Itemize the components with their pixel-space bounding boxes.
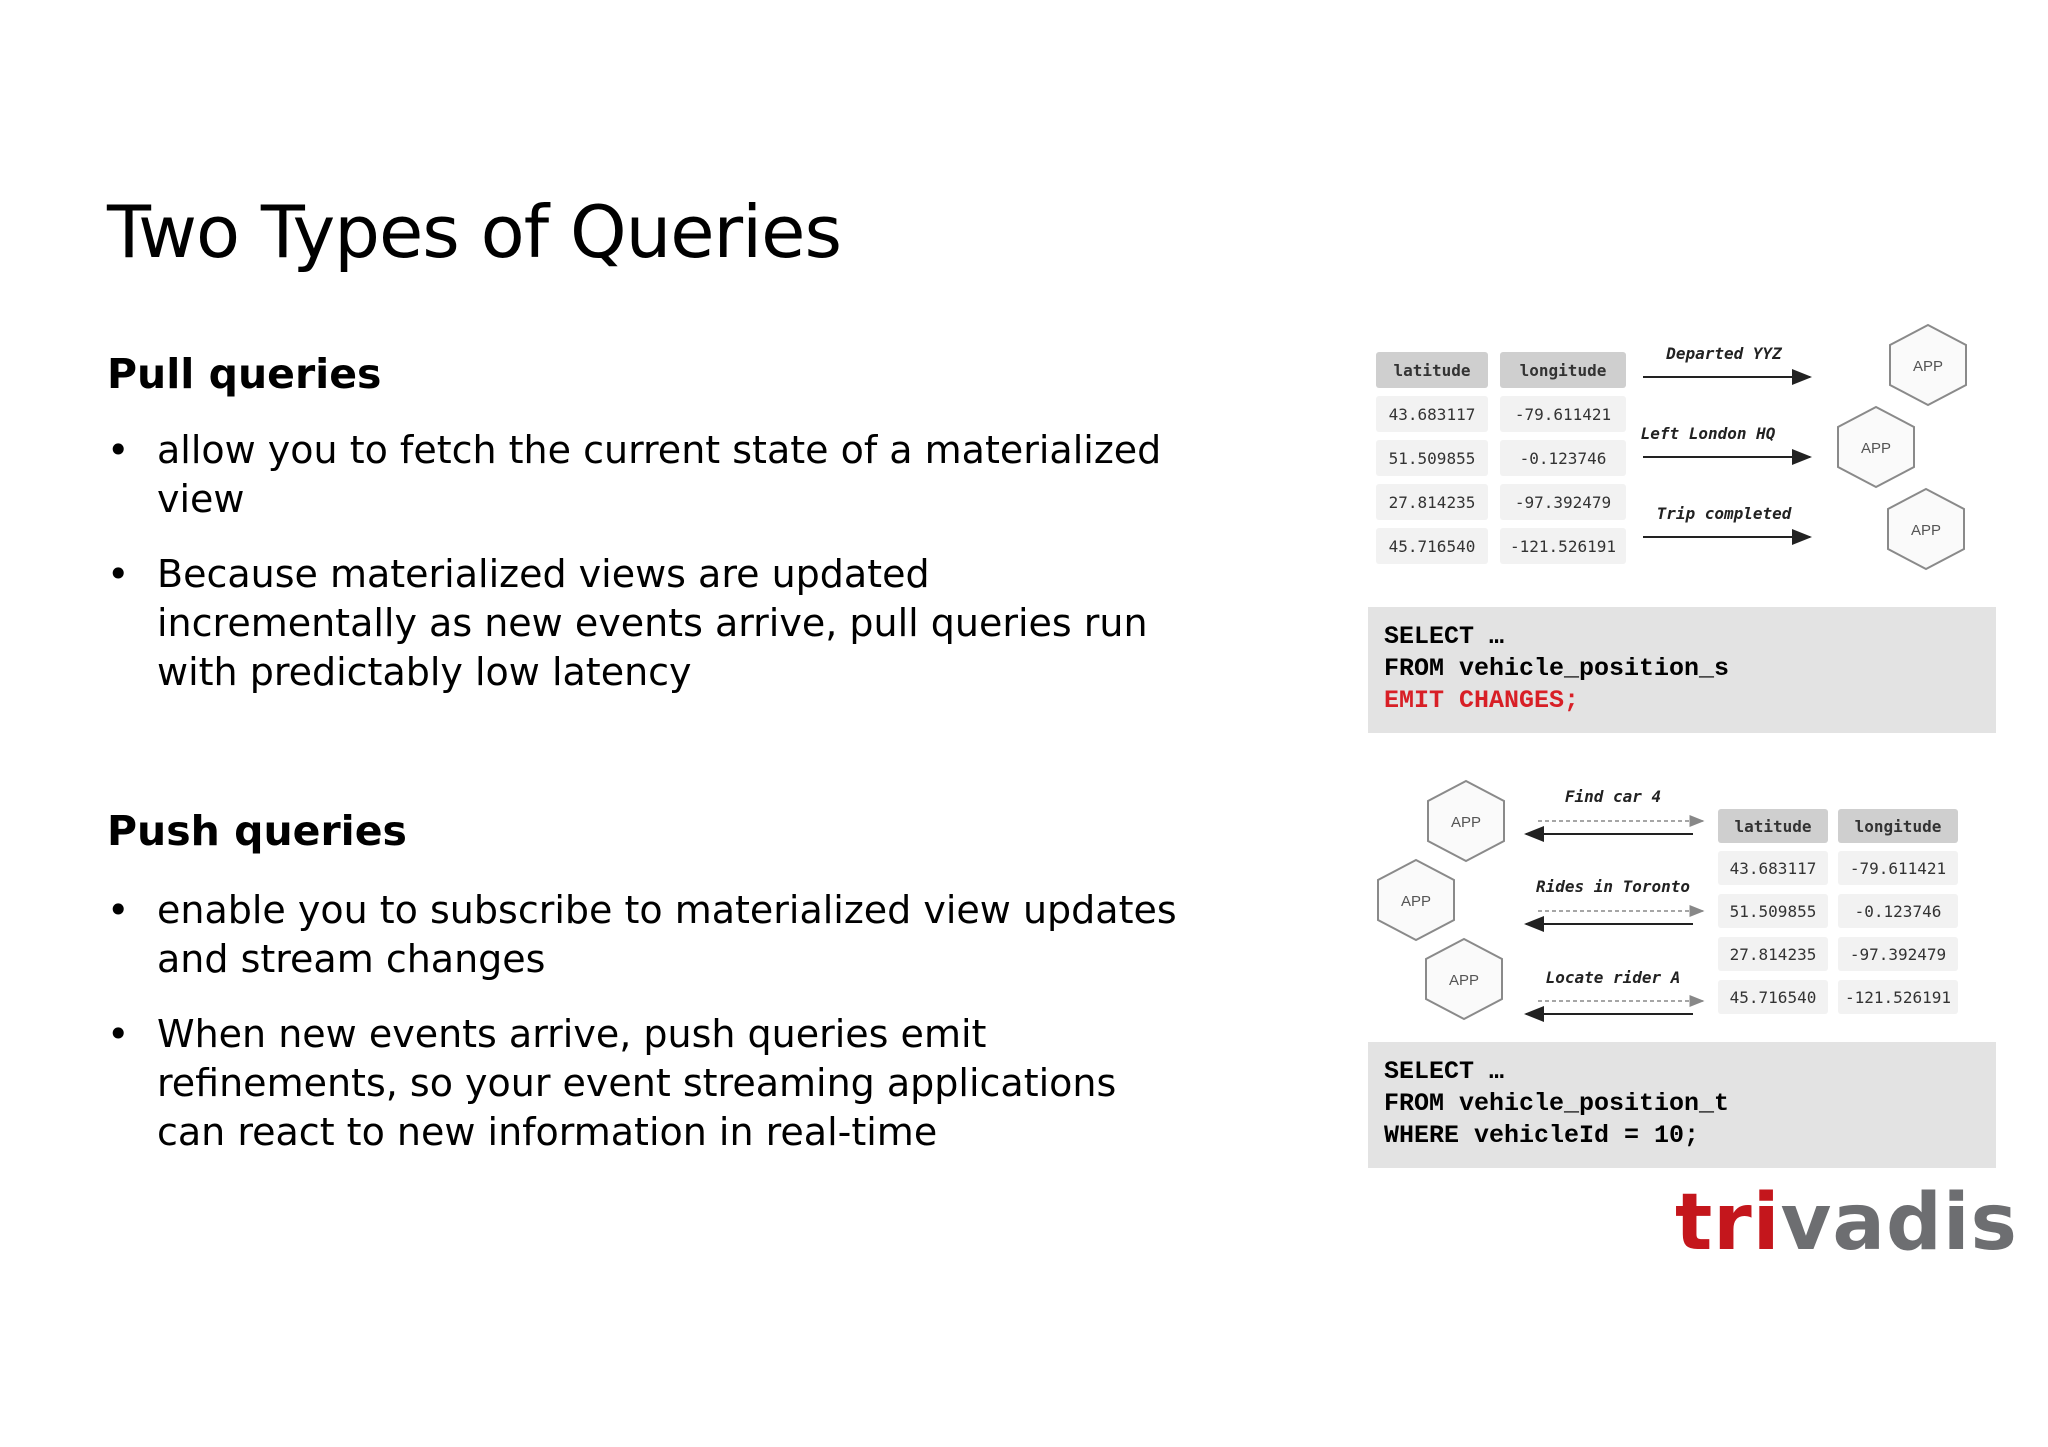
list-item: • When new events arrive, push queries emit refinements, so your event streaming applications can react to new information in real-time — [107, 1012, 1117, 1154]
push-code-block — [1368, 1042, 1996, 1168]
longitude-value: -97.392479 — [1849, 945, 1947, 964]
pull-diagram-svg — [1368, 320, 1996, 605]
longitude-value: -121.526191 — [1510, 537, 1616, 556]
pull-code-block — [1368, 607, 1996, 733]
bullet-text: allow you to fetch the current state of a materialized view — [157, 428, 1162, 521]
push-queries-list — [107, 886, 1187, 1183]
latitude-value: 51.509855 — [1729, 902, 1817, 921]
app-label: APP — [1450, 814, 1482, 831]
code-line: FROM vehicle_position_s — [1384, 654, 1730, 683]
code-line: FROM vehicle_position_t — [1384, 1089, 1730, 1118]
app-label: APP — [1400, 893, 1432, 910]
app-label: APP — [1860, 440, 1892, 457]
table-header-latitude: latitude — [1393, 361, 1471, 380]
longitude-value: -121.526191 — [1845, 988, 1951, 1007]
logo-part-gray: vadis — [1780, 1178, 2018, 1268]
latitude-value: 27.814235 — [1388, 493, 1476, 512]
longitude-value: -0.123746 — [1519, 449, 1607, 468]
push-diagram — [1368, 773, 1996, 1040]
code-line: SELECT … — [1384, 1057, 1505, 1086]
pull-queries-list — [107, 426, 1187, 723]
latitude-value: 27.814235 — [1729, 945, 1817, 964]
logo-part-red: tri — [1675, 1178, 1781, 1268]
latitude-value: 45.716540 — [1388, 537, 1476, 556]
bullet-text: Because materialized views are updated incrementally as new events arrive, pull queries run with predictably low latency — [157, 552, 1148, 694]
table-header-longitude: longitude — [1519, 361, 1607, 380]
event-label: Trip completed — [1656, 504, 1792, 523]
longitude-value: -79.611421 — [1514, 405, 1612, 424]
push-queries-heading: Push queries — [107, 807, 407, 855]
list-item: • enable you to subscribe to materialized view updates and stream changes — [107, 888, 1177, 981]
table-header-latitude: latitude — [1734, 817, 1812, 836]
trivadis-logo — [1675, 1178, 2018, 1268]
table-header-longitude: longitude — [1854, 817, 1942, 836]
code-line: WHERE vehicleId = 10; — [1384, 1121, 1700, 1150]
pull-queries-heading: Pull queries — [107, 350, 382, 398]
code-line-emit: EMIT CHANGES; — [1384, 686, 1580, 715]
slide-title: Two Types of Queries — [107, 190, 841, 274]
app-label: APP — [1912, 358, 1944, 375]
event-label: Departed YYZ — [1666, 344, 1782, 363]
bullet-text: enable you to subscribe to materialized view updates and stream changes — [157, 888, 1177, 981]
request-label: Locate rider A — [1545, 968, 1681, 987]
request-label: Find car 4 — [1564, 787, 1662, 806]
event-label: Left London HQ — [1640, 424, 1776, 443]
longitude-value: -79.611421 — [1849, 859, 1947, 878]
latitude-value: 43.683117 — [1729, 859, 1817, 878]
longitude-value: -0.123746 — [1854, 902, 1942, 921]
latitude-value: 45.716540 — [1729, 988, 1817, 1007]
request-label: Rides in Toronto — [1535, 877, 1691, 896]
list-item: • Because materialized views are updated incrementally as new events arrive, pull queries run with predictably low latency — [107, 552, 1148, 694]
longitude-value: -97.392479 — [1514, 493, 1612, 512]
latitude-value: 43.683117 — [1388, 405, 1476, 424]
app-label: APP — [1910, 522, 1942, 539]
pull-diagram — [1368, 320, 1996, 605]
latitude-value: 51.509855 — [1388, 449, 1476, 468]
push-diagram-svg — [1368, 773, 1996, 1040]
bullet-text: When new events arrive, push queries emit refinements, so your event streaming applications can react to new information in real-time — [157, 1012, 1117, 1154]
code-line: SELECT … — [1384, 622, 1505, 651]
app-label: APP — [1448, 972, 1480, 989]
list-item: • allow you to fetch the current state of a materialized view — [107, 428, 1162, 521]
